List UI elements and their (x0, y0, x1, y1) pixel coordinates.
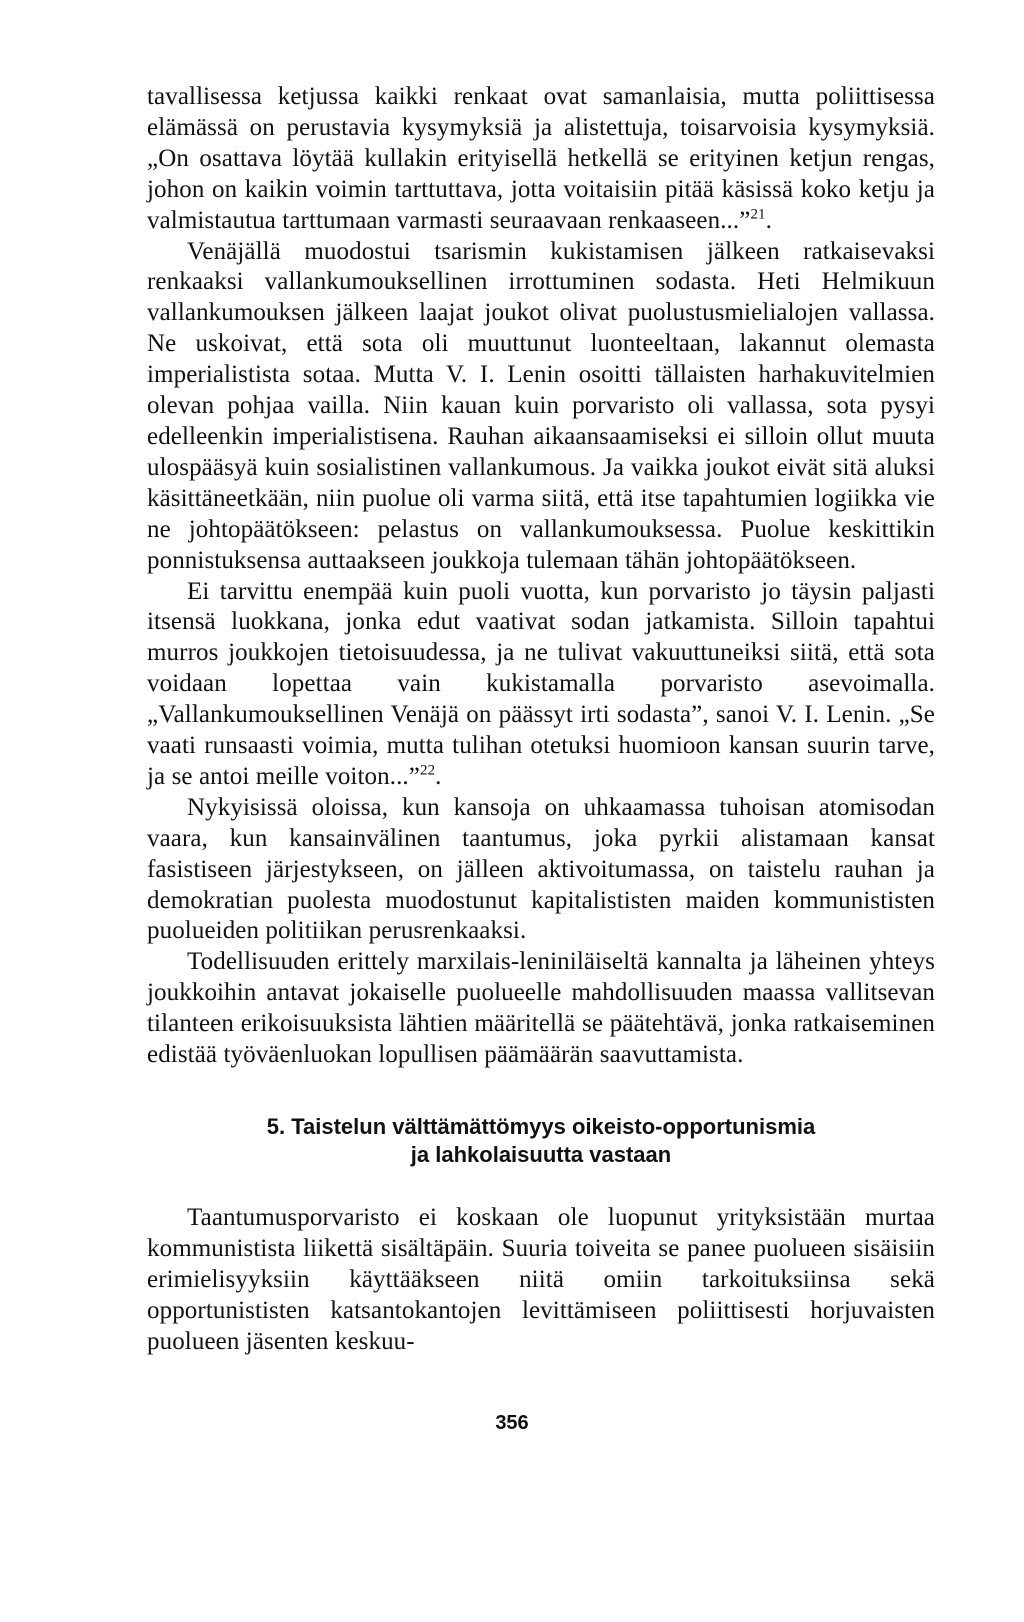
paragraph-4: Nykyisissä oloissa, kun kansoja on uhkaamassa tuhoisan atomisodan vaara, kun kansainvälinen taantumus, joka pyrkii alistamaan kansat fasistiseen järjestykseen, on jälleen aktivoitumassa, on taistelu rauhan ja demokratian puolesta muodostunut kapitalististen maiden kommunististen puolueiden politiikan perusrenkaaksi. (147, 793, 935, 945)
section-heading (147, 1113, 935, 1169)
paragraph-1 (147, 82, 935, 237)
paragraph-2: Venäjällä muodostui tsarismin kukistamisen jälkeen ratkaisevaksi renkaaksi vallankumouksellinen irrottuminen sodasta. Heti Helmikuun vallankumouksen jälkeen laajat joukot olivat puolustusmielialojen vallassa. Ne uskoivat, että sota oli muuttunut luonteeltaan, lakannut olemasta imperialistista sotaa. Mutta V. I. Lenin osoitti tällaisten harhakuvitelmien olevan pohjaa vailla. Niin kauan kuin porvaristo oli vallassa, sota pysyi edelleenkin imperialistisena. Rauhan aikaansaamiseksi ei silloin ollut muuta ulospääsyä kuin sosialistinen vallankumous. Ja vaikka joukot eivät sitä aluksi käsittäneetkään, niin puolue oli varma siitä, että itse tapahtumien logiikka vie ne johtopäätökseen: pelastus on vallankumouksessa. Puolue keskittikin ponnistuksensa auttaakseen joukkoja tulemaan tähän johtopäätökseen. (147, 237, 935, 574)
footnote-ref-21: 21 (750, 206, 766, 223)
paragraph-1-text: tavallisessa ketjussa kaikki renkaat ovat samanlaisia, mutta poliittisessa elämässä on perustavia kysymyksiä ja alistettuja, toisarvoisia kysymyksiä. „On osattava löytää kullakin erityisellä hetkellä se erityinen ketjun rengas, johon on kaikin voimin tarttuttava, jotta voitaisiin pitää käsissä koko ketju ja valmistautua tarttumaan varmasti seuraavaan renkaaseen...” (147, 83, 935, 234)
paragraph-1-end: . (765, 206, 773, 234)
footnote-ref-22: 22 (419, 762, 436, 779)
paragraph-5: Todellisuuden erittely marxilais-leniniläiseltä kannalta ja läheinen yhteys joukkoihin antavat jokaiselle puolueelle mahdollisuuden maassa vallitsevan tilanteen erikoisuuksista lähtien määritellä se päätehtävä, jonka ratkaiseminen edistää työväenluokan lopullisen päämäärän saavuttamista. (147, 948, 935, 1069)
paragraph-3-end: . (435, 762, 442, 790)
page-body (147, 82, 935, 1358)
paragraph-6: Taantumusporvaristo ei koskaan ole luopunut yrityksistään murtaa kommunistista liikettä sisältäpäin. Suuria toiveita se panee puolueen sisäisiin erimielisyyksiin käyttääkseen niitä omiin tarkoituksiinsa sekä opportunististen katsantokantojen levittämiseen poliittisesti horjuvaisten puolueen jäsenten keskuu- (147, 1204, 935, 1355)
paragraph-3 (147, 577, 935, 793)
section-heading-line-1: 5. Taistelun välttämättömyys oikeisto-opportunismia (266, 1114, 816, 1139)
section-heading-line-2: ja lahkolaisuutta vastaan (410, 1142, 672, 1167)
paragraph-3-text: Ei tarvittu enempää kuin puoli vuotta, kun porvaristo jo täysin paljasti itsensä luokkana, jonka edut vaativat sodan jatkamista. Silloin tapahtui murros joukkojen tietoisuudessa, ja ne tulivat vakuuttuneiksi siitä, että sota voidaan lopettaa vain kukistamalla porvaristo asevoimalla. „Vallankumouksellinen Venäjä on päässyt irti sodasta”, sanoi V. I. Lenin. „Se vaati runsaasti voimia, mutta tulihan otetuksi huomioon kansan suurin tarve, ja se antoi meille voiton...” (147, 577, 935, 790)
page-number: 356 (495, 1412, 529, 1434)
